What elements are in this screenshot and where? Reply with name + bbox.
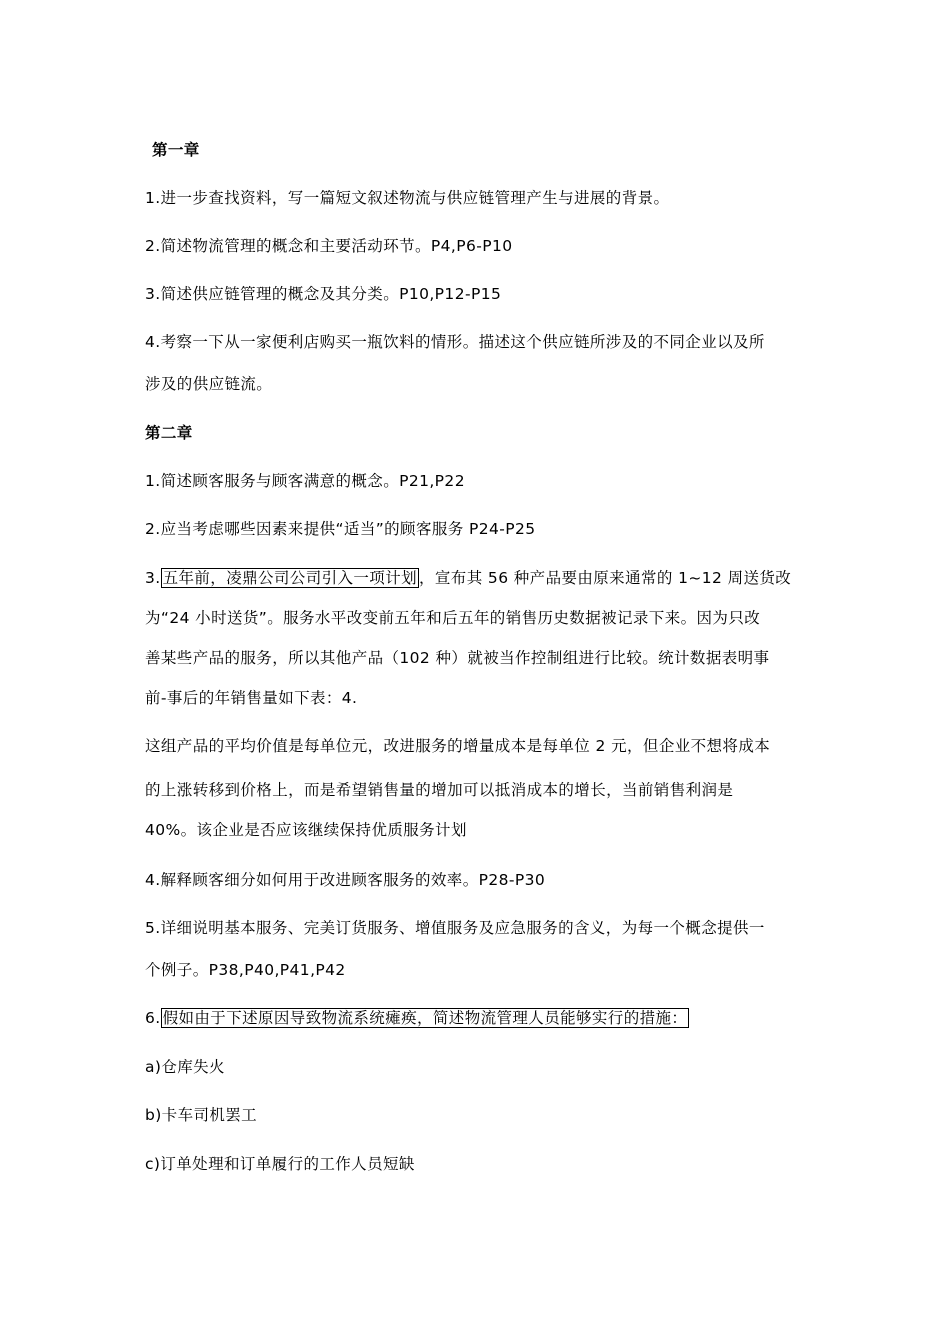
ch2-q6-number: 6. [145, 1009, 161, 1027]
ch2-question-3-line [145, 568, 791, 588]
ch1-question-1: 1.进一步查找资料，写一篇短文叙述物流与供应链管理产生与进展的背景。 [145, 189, 670, 207]
chapter-2-heading: 第二章 [145, 424, 193, 442]
ch2-q6-option-a: a)仓库失火 [145, 1058, 225, 1076]
ch2-question-6-line [145, 1008, 689, 1028]
ch2-question-5-line: 个例子。P38,P40,P41,P42 [145, 961, 346, 979]
ch2-question-1: 1.简述顾客服务与顾客满意的概念。P21,P22 [145, 472, 465, 490]
ch2-question-3-para2-line: 的上涨转移到价格上，而是希望销售量的增加可以抵消成本的增长，当前销售利润是 [145, 781, 734, 799]
ch2-q6-boxed-text: 假如由于下述原因导致物流系统瘫痪，简述物流管理人员能够实行的措施： [162, 1009, 688, 1027]
ch2-question-2: 2.应当考虑哪些因素来提供“适当”的顾客服务 P24-P25 [145, 520, 536, 538]
ch2-q3-rest: ，宣布其 56 种产品要由原来通常的 1~12 周送货改 [419, 569, 792, 587]
chapter-1-heading: 第一章 [152, 141, 200, 159]
ch2-q6-option-c: c)订单处理和订单履行的工作人员短缺 [145, 1155, 415, 1173]
ch2-q3-number: 3. [145, 569, 161, 587]
ch2-q6-option-b: b)卡车司机罢工 [145, 1106, 258, 1124]
ch2-question-3-para2-line: 这组产品的平均价值是每单位元，改进服务的增量成本是每单位 2 元，但企业不想将成本 [145, 737, 771, 755]
ch2-question-5-line: 5.详细说明基本服务、完美订货服务、增值服务及应急服务的含义，为每一个概念提供一 [145, 919, 765, 937]
ch1-question-4-line: 4.考察一下从一家便利店购买一瓶饮料的情形。描述这个供应链所涉及的不同企业以及所 [145, 333, 765, 351]
ch2-question-3-line: 为“24 小时送货”。服务水平改变前五年和后五年的销售历史数据被记录下来。因为只改 [145, 609, 761, 627]
ch2-question-4: 4.解释顾客细分如何用于改进顾客服务的效率。P28-P30 [145, 871, 546, 889]
ch1-question-2: 2.简述物流管理的概念和主要活动环节。P4,P6-P10 [145, 237, 513, 255]
ch1-question-3: 3.简述供应链管理的概念及其分类。P10,P12-P15 [145, 285, 502, 303]
ch2-question-3-para2-line: 40%。该企业是否应该继续保持优质服务计划 [145, 821, 467, 839]
ch2-q3-boxed-text: 五年前，凌鼎公司公司引入一项计划 [162, 569, 417, 587]
ch1-question-4-line: 涉及的供应链流。 [145, 375, 273, 393]
ch2-question-3-line: 前-事后的年销售量如下表：4. [145, 689, 358, 707]
ch2-question-3-line: 善某些产品的服务，所以其他产品（102 种）就被当作控制组进行比较。统计数据表明事 [145, 649, 770, 667]
